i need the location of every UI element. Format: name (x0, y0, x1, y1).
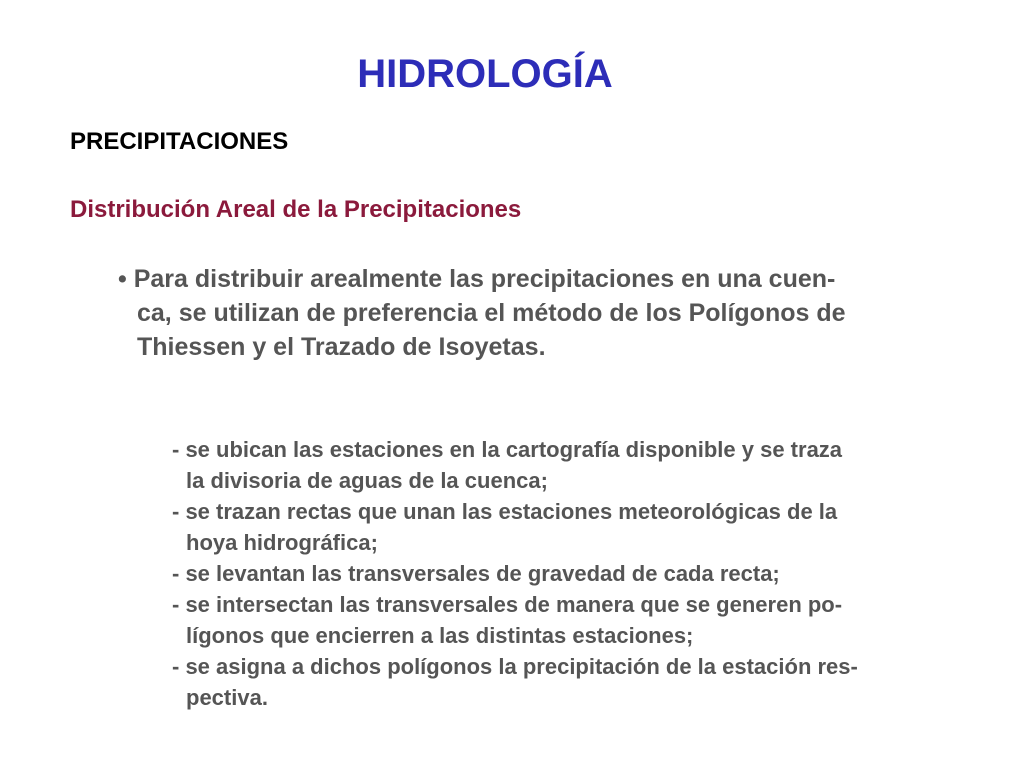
step-line: - se intersectan las transversales de manera que se generen po- (172, 592, 843, 617)
step-line: lígonos que encierren a las distintas estaciones; (186, 623, 694, 648)
step-line: - se levantan las transversales de gravedad de cada recta; (172, 561, 780, 586)
step-line: - se ubican las estaciones en la cartografía disponible y se traza (172, 437, 843, 462)
section-heading: PRECIPITACIONES (70, 128, 289, 155)
step-line: la divisoria de aguas de la cuenca; (186, 468, 548, 493)
steps-list (172, 434, 992, 713)
bullet-paragraph (118, 262, 968, 364)
bullet-line: ca, se utilizan de preferencia el método de los Polígonos de (137, 299, 846, 327)
step-line: - se asigna a dichos polígonos la precipitación de la estación res- (172, 654, 858, 679)
bullet-line: • Para distribuir arealmente las precipitaciones en una cuen- (118, 265, 836, 293)
step-line: pectiva. (186, 685, 268, 710)
step-line: hoya hidrográfica; (186, 530, 378, 555)
bullet-line: Thiessen y el Trazado de Isoyetas. (137, 333, 546, 361)
slide-title: HIDROLOGÍA (357, 52, 613, 96)
step-line: - se trazan rectas que unan las estaciones meteorológicas de la (172, 499, 838, 524)
subheading: Distribución Areal de la Precipitaciones (70, 196, 522, 223)
